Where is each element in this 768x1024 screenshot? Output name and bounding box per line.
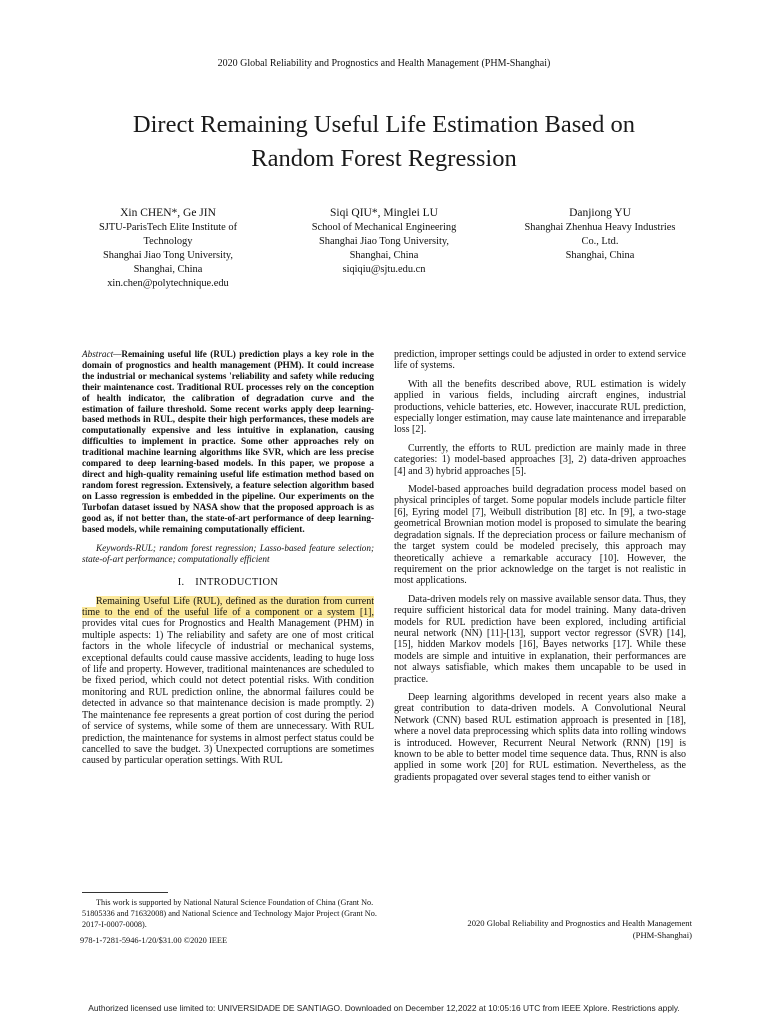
title-line-1: Direct Remaining Useful Life Estimation Based on bbox=[132, 111, 636, 138]
author-affiliation: Technology bbox=[143, 236, 193, 247]
abstract-lead: Abstract— bbox=[82, 349, 122, 359]
footer-line-2: (PHM-Shanghai) bbox=[632, 929, 692, 940]
isbn-copyright: 978-1-7281-5946-1/20/$31.00 ©2020 IEEE bbox=[80, 936, 228, 945]
author-affiliation: Shanghai, China bbox=[133, 264, 203, 275]
right-column bbox=[394, 349, 686, 783]
author-block-2 bbox=[276, 206, 492, 277]
keywords: Keywords-RUL; random forest regression; Lasso-based feature selection; state-of-art performance; computationally efficient bbox=[82, 543, 374, 565]
left-column bbox=[82, 349, 374, 767]
author-email: xin.chen@polytechnique.edu bbox=[107, 278, 229, 289]
footnote-divider bbox=[82, 892, 168, 893]
right-paragraph-2: Currently, the efforts to RUL prediction are mainly made in three categories: 1) model-based approaches [3], 2) data-driven approaches [4] and 3) hybrid approaches [5]. bbox=[394, 442, 686, 477]
author-email: siqiqiu@sjtu.edu.cn bbox=[342, 264, 426, 275]
right-paragraph-1: With all the benefits described above, RUL estimation is widely applied in various fields, including aircraft engines, industrial productions, vehicle batteries, etc. However, inaccurate RUL prediction, especially longer estimation, may cause late maintenance and irreparable loss [2]. bbox=[394, 378, 686, 436]
paper-title bbox=[60, 108, 708, 176]
funding-footnote: This work is supported by National Natural Science Foundation of China (Grant No. 51805336 and 71632008) and National Science and Technology Major Project (Grant No. 2017-I-0007-0008). bbox=[82, 898, 377, 929]
author-affiliation: SJTU-ParisTech Elite Institute of bbox=[98, 222, 238, 233]
footer-conference bbox=[400, 918, 692, 941]
author-affiliation: Shanghai Zhenhua Heavy Industries bbox=[524, 222, 676, 233]
author-affiliation: Shanghai Jiao Tong University, bbox=[102, 250, 233, 261]
highlighted-text[interactable]: Remaining Useful Life (RUL), defined as the duration from current time to the end of the useful life of a component or a system [1], bbox=[82, 595, 374, 619]
license-notice: Authorized licensed use limited to: UNIVERSIDADE DE SANTIAGO. Downloaded on December 12,2022 at 10:05:16 UTC from IEEE Xplore. Restrictions apply. bbox=[88, 1003, 680, 1013]
intro-paragraph-1 bbox=[82, 596, 374, 767]
right-paragraph-4: Data-driven models rely on massive available sensor data. Thus, they require sufficient historical data for model training. Many data-driven models for RUL prediction have been explored, including artificial neural network (NN) [11]-[13], support vector regressor (SVR) [14], [15], hidden Markov models [16], Bayes networks [17]. While these models are simple and intuitive in explanation, their performances are not always satisfiable, which makes them uncapable to be used in practice. bbox=[394, 593, 686, 685]
author-name: Danjiong YU bbox=[569, 207, 631, 219]
intro-paragraph-1-text: provides vital cues for Prognostics and Health Management (PHM) in multiple aspects: 1) The reliability and safety are one of most critical factors in the whole lifecycle of industrial or mechanical systems, exceptional defaults could cause massive accidents, leading to huge loss of life and property. However, traditional maintenances are scheduled to be fixed period, which could not detect potential risks. With condition monitoring and RUL prediction online, the abnormal failures could be detected in advance so that maintenance decision is made promptly. 2) The maintenance fee represents a great portion of cost during the period of service of systems, while some of them are unnecessary. With RUL prediction, the maintenance for systems in almost perfect status could be cancelled to save the budget. 3) Unexpected corruptions are sometimes caused by particular operation settings. With RUL bbox=[82, 618, 374, 767]
author-block-1 bbox=[62, 206, 274, 291]
author-name: Xin CHEN*, Ge JIN bbox=[120, 207, 216, 219]
title-line-2: Random Forest Regression bbox=[251, 145, 517, 172]
abstract bbox=[82, 349, 374, 534]
right-paragraph-5: Deep learning algorithms developed in recent years also make a great contribution to data-driven models. A Convolutional Neural Network (CNN) based RUL estimation approach is presented in [18], where a novel data preprocessing which splits data into rolling windows is introduced. However, Recurrent Neural Network (RNN) [19] is known to be able to better model time sequence data. Thus, RNN is also applied in some work [20] for RUL estimation. Nevertheless, as the gradients propagated over several stages tend to either vanish or bbox=[394, 691, 686, 783]
author-affiliation: Shanghai, China bbox=[349, 250, 419, 261]
right-paragraph-3: Model-based approaches build degradation process model based on physical principles of target. Some popular models include particle filter [6], Eyring model [7], Weibull distribution [8] etc. In [9], a two-stage geometrical Brownian motion model is proposed to simulate the bearing degradation signals. If the depreciation process or failure mechanism of the target system could be modeled precisely, this approach may theoretically achieve a remarkable accuracy [10]. However, the requirement on the prior acknowledge on the target is not realistic in most applications. bbox=[394, 484, 686, 587]
author-affiliation: Co., Ltd. bbox=[581, 236, 619, 247]
author-block-3 bbox=[496, 206, 704, 263]
author-affiliation: Shanghai, China bbox=[565, 250, 635, 261]
author-name: Siqi QIU*, Minglei LU bbox=[330, 207, 438, 219]
section-heading-introduction: I. INTRODUCTION bbox=[177, 577, 279, 589]
right-paragraph-0: prediction, improper settings could be adjusted in order to extend service life of systems. bbox=[394, 349, 686, 372]
footer-line-1: 2020 Global Reliability and Prognostics and Health Management bbox=[467, 918, 692, 928]
author-affiliation: School of Mechanical Engineering bbox=[311, 222, 457, 233]
conference-header: 2020 Global Reliability and Prognostics and Health Management (PHM-Shanghai) bbox=[217, 58, 551, 69]
abstract-text: Remaining useful life (RUL) prediction plays a key role in the domain of prognostics and health management (PHM). It could increase the industrial or mechanical systems 'reliability and safety while reducing their maintenance cost. Traditional RUL processes rely on the conception of health indicator, the calibration of degradation curve and the estimation of failure threshold. Some recent works apply deep learning-based methods in RUL, despite their high performances, these models are computationally expensive and less intuitive in explanation, causing difficulties to implement in practice. Some other approaches rely on traditional machine learning algorithms like SVR, which are less precise compared to deep learning-based models. In this paper, we propose a direct and high-quality remaining useful life estimation method based on random forest regression. Extensively, a feature selection algorithm based on Lasso regression is embedded in the pipeline. Our experiments on the Turbofan dataset issued by NASA show that the proposed approach is as good as, if not better than, the state-of-art performance of deep learning-based models, while remaining computationally efficient. bbox=[82, 349, 374, 534]
author-affiliation: Shanghai Jiao Tong University, bbox=[318, 236, 449, 247]
